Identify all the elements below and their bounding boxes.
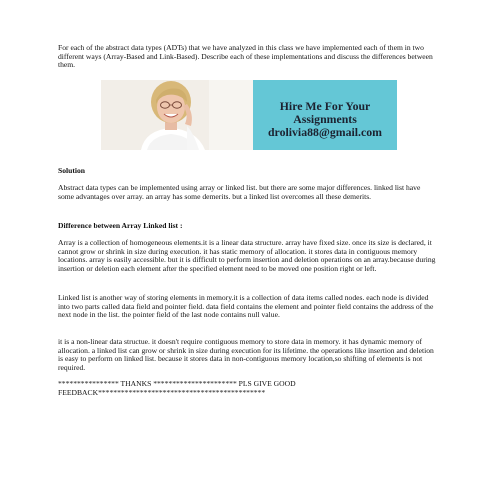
ad-headline: Hire Me For Your (279, 99, 371, 113)
nonlinear-paragraph: it is a non-linear data structue. it doesn't require contiguous memory to store data in memory. it has dynamic memory of allocation. a linked list can grow or shrink in size during execution for its lifetime. the operations like insertion and deletion is easy to perform on linked list. because it stores data in non-contiguous memory location,so shifting of elements is not required. (58, 337, 434, 372)
thanks-text: **************** THANKS ********************** PLS GIVE GOOD FEEDBACK******************************************** (58, 379, 296, 397)
ad-subheadline: Assignments (293, 112, 357, 126)
linked-list-paragraph: Linked list is another way of storing elements in memory.it is a collection of data items called nodes. each node is divided into two parts called data field and pointer field. data field contains the element and pointer field contains the address of the next node in the list. the pointer field of the last node contains null value. (58, 293, 434, 320)
intro-paragraph: Abstract data types can be implemented using array or linked list. but there are some major differences. linked list have some advantages over array. an array has some demerits. but a linked list overcomes all these demerits. (58, 183, 421, 201)
difference-heading: Difference between Array Linked list : (58, 221, 183, 230)
promo-banner[interactable] (101, 80, 397, 150)
solution-heading: Solution (58, 166, 86, 175)
ad-text-box[interactable] (253, 80, 397, 150)
ad-email[interactable]: drolivia88@gmail.com (268, 125, 382, 139)
woman-photo-illustration (101, 80, 253, 150)
woman-photo (101, 80, 253, 150)
question-text: For each of the abstract data types (ADTs) that we have analyzed in this class we have implemented each of them in two different ways (Array-Based and Link-Based). Describe each of these implementations and discuss the differences between them. (58, 43, 433, 70)
array-paragraph: Array is a collection of homogeneous elements.it is a linear data structure. array have fixed size. once its size is declared, it cannot grow or shrink in size during execution. it has static memory of allocation. it stores data in contiguous memory locations. array is easily accessible. but it is difficult to perform insertion and deletion operations on an array.because during insertion or deletion each element after the specified element need to be moved one position right or left. (58, 238, 436, 273)
